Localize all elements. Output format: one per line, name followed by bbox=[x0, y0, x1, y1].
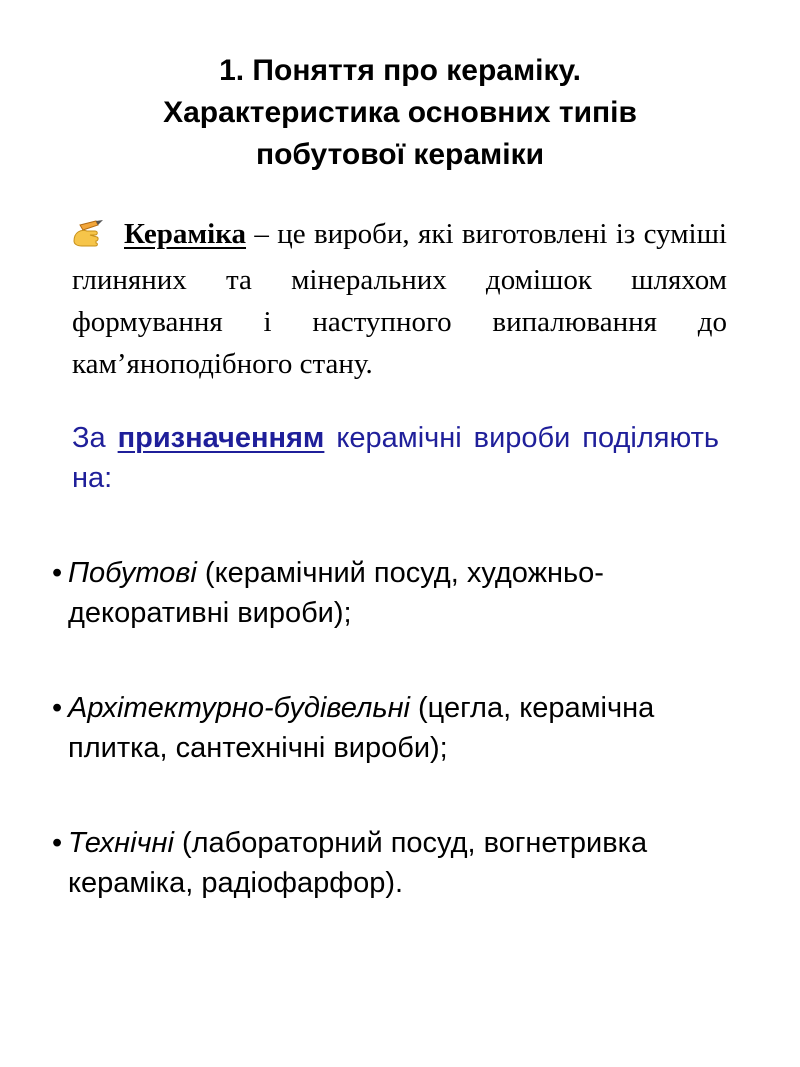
classification-intro bbox=[72, 418, 719, 498]
type-details: (цегла, керамічна плитка, сантехнічні вироби); bbox=[68, 692, 655, 764]
classification-keyword: призначенням bbox=[117, 422, 325, 454]
type-name: Технічні bbox=[68, 827, 174, 859]
list-item bbox=[52, 823, 752, 903]
type-name: Архітектурно-будівельні bbox=[68, 692, 410, 724]
list-item bbox=[52, 688, 752, 768]
writing-hand-icon bbox=[72, 217, 108, 259]
title-line-2: Характеристика основних типів bbox=[163, 96, 637, 129]
classification-suffix: керамічні вироби поділяють на: bbox=[72, 422, 719, 494]
type-details: (лабораторний посуд, вогнетривка кераміка, радіофарфор). bbox=[68, 827, 648, 899]
definition-text: – це вироби, які виготовлені із суміші глиняних та мінеральних домішок шляхом формування і наступного випалювання до кам’яноподібного стану. bbox=[72, 218, 727, 380]
title-line-1: 1. Поняття про кераміку. bbox=[219, 54, 581, 87]
type-details: (керамічний посуд, художньо-декоративні вироби); bbox=[68, 557, 604, 629]
ceramic-types-list bbox=[52, 553, 752, 958]
list-item bbox=[52, 553, 752, 633]
page-title bbox=[60, 50, 740, 176]
definition-paragraph bbox=[72, 213, 727, 385]
type-name: Побутові bbox=[68, 557, 197, 589]
definition-term: Кераміка bbox=[124, 218, 247, 250]
title-line-3: побутової кераміки bbox=[255, 138, 545, 171]
classification-prefix: За bbox=[72, 422, 118, 454]
bullet-icon: • bbox=[52, 827, 63, 859]
bullet-icon: • bbox=[52, 557, 63, 589]
bullet-icon: • bbox=[52, 692, 63, 724]
